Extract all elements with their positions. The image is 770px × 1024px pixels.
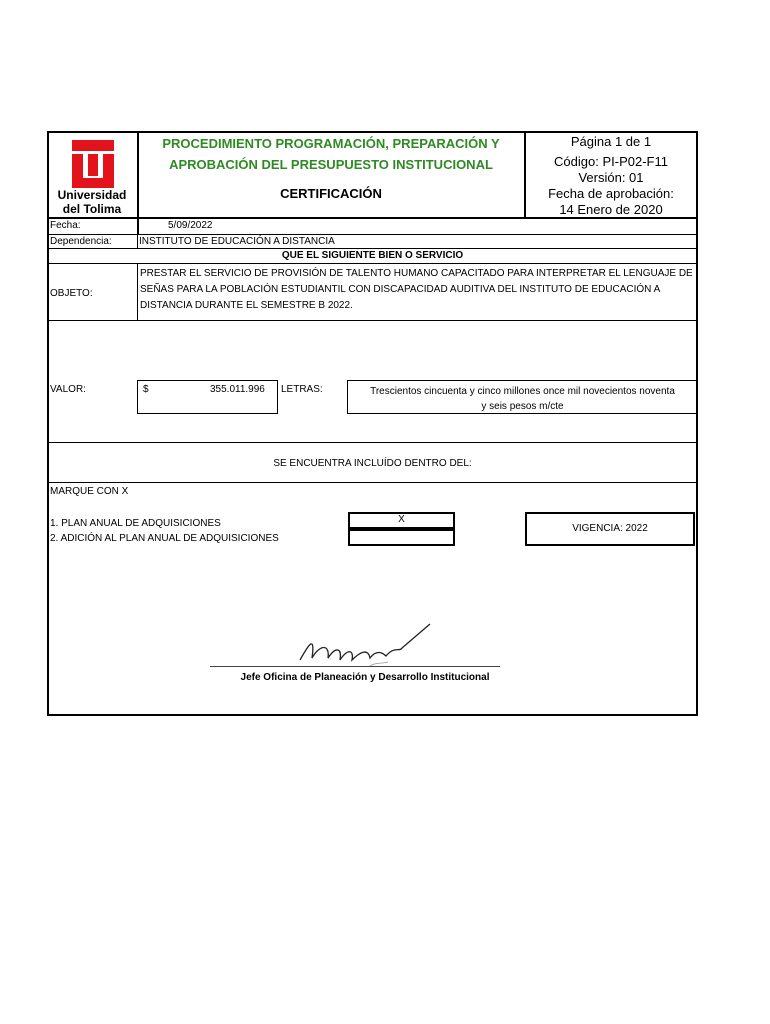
- row-line-incluido-bottom: [47, 482, 698, 483]
- title-line1: PROCEDIMIENTO PROGRAMACIÓN, PREPARACIÓN Y: [162, 136, 500, 151]
- options-list: [50, 516, 279, 546]
- section-heading: QUE EL SIGUIENTE BIEN O SERVICIO: [281, 250, 464, 261]
- letras-text: [348, 384, 697, 414]
- objeto-line1: PRESTAR EL SERVICIO DE PROVISIÓN DE TALENTO HUMANO CAPACITADO PARA INTERPRETAR EL LENGUAJE DE: [140, 268, 693, 279]
- document-version: Versión: 01: [578, 170, 644, 185]
- letras-label: LETRAS:: [281, 384, 323, 395]
- document-code: Código: PI-P02-F11: [554, 154, 668, 169]
- row-line-dependencia-bottom: [47, 248, 698, 249]
- dependencia-label: Dependencia:: [50, 236, 112, 247]
- logo-text-line1: Universidad: [57, 188, 127, 202]
- document-title: [139, 133, 523, 175]
- letras-line2: y seis pesos m/cte: [481, 401, 564, 412]
- row-line-fecha-bottom: [47, 234, 698, 235]
- mark-value-1: X: [398, 514, 405, 525]
- objeto-label: OBJETO:: [50, 288, 93, 299]
- signature-role: Jefe Oficina de Planeación y Desarrollo Institucional: [240, 672, 490, 683]
- fecha-label: Fecha:: [50, 220, 81, 231]
- incluido-text: SE ENCUENTRA INCLUÍDO DENTRO DEL:: [273, 458, 472, 469]
- university-logo: [48, 136, 136, 218]
- row-line-heading-bottom: [47, 263, 698, 264]
- title-line2: APROBACIÓN DEL PRESUPUESTO INSTITUCIONAL: [169, 157, 493, 172]
- row-line-fecha-top: [47, 217, 524, 219]
- valor-label: VALOR:: [50, 384, 86, 395]
- page-number: Página 1 de 1: [570, 134, 652, 149]
- marque-instruction: MARQUE CON X: [50, 486, 129, 497]
- dependencia-divider: [137, 234, 138, 248]
- mark-box-2[interactable]: [348, 529, 455, 546]
- approval-date: 14 Enero de 2020: [559, 202, 663, 217]
- letras-line1: Trescientos cincuenta y cinco millones once mil novecientos noventa: [370, 386, 675, 397]
- objeto-text: [140, 266, 693, 314]
- vigencia-text: VIGENCIA: 2022: [572, 523, 648, 534]
- currency-symbol: $: [143, 384, 149, 395]
- option-adicion-plan: 2. ADICIÓN AL PLAN ANUAL DE ADQUISICIONES: [50, 533, 279, 544]
- header-meta: [526, 134, 696, 218]
- document-subtitle: CERTIFICACIÓN: [280, 186, 382, 201]
- option-plan-anual: 1. PLAN ANUAL DE ADQUISICIONES: [50, 518, 221, 529]
- row-line-objeto-bottom: [47, 320, 698, 321]
- objeto-line2: SEÑAS PARA LA POBLACIÓN ESTUDIANTIL CON DISCAPACIDAD AUDITIVA DEL INSTITUTO DE EDUCACIÓN A: [140, 284, 661, 295]
- dependencia-value: INSTITUTO DE EDUCACIÓN A DISTANCIA: [139, 236, 335, 247]
- row-line-incluido-top: [47, 442, 698, 443]
- signature-image: [290, 622, 440, 672]
- university-logo-mark: [48, 136, 136, 194]
- logo-text-line2: del Tolima: [62, 202, 122, 216]
- fecha-value: 5/09/2022: [168, 220, 213, 231]
- objeto-line3: DISTANCIA DURANTE EL SEMESTRE B 2022.: [140, 300, 353, 311]
- signature-line: [210, 666, 500, 667]
- valor-amount: 355.011.996: [210, 384, 265, 395]
- objeto-divider: [137, 263, 138, 321]
- approval-date-label: Fecha de aprobación:: [548, 186, 674, 201]
